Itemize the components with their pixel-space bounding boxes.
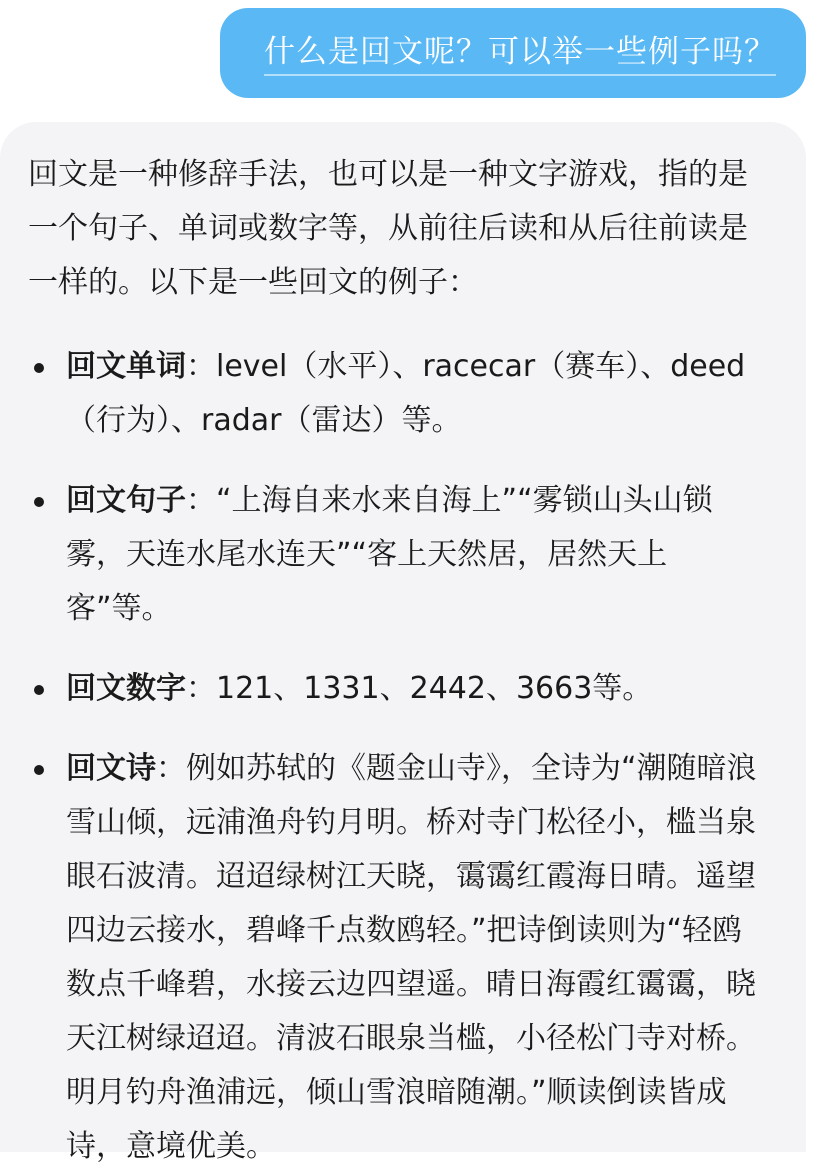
item-term: 回文单词 [66, 349, 186, 384]
user-message-text: 什么是回文呢？可以举一些例子吗？ [264, 30, 776, 76]
example-list [28, 340, 770, 1174]
assistant-message-bubble [0, 122, 806, 1164]
item-term: 回文句子 [66, 483, 186, 518]
item-text: ：“上海自来水来自海上”“雾锁山头山锁雾，天连水尾水连天”“客上天然居，居然天上客”等。 [66, 483, 713, 626]
assistant-intro-text: 回文是一种修辞手法，也可以是一种文字游戏，指的是一个句子、单词或数字等，从前往后读和从后往前读是一样的。以下是一些回文的例子： [28, 157, 748, 300]
user-message-bubble [220, 8, 806, 98]
bullet-icon [34, 765, 44, 775]
bullet-icon [34, 363, 44, 373]
list-item-words [28, 340, 770, 448]
item-text: ：121、1331、2442、3663等。 [186, 671, 653, 706]
item-text: ：level（水平）、racecar（赛车）、deed（行为）、radar（雷达）等。 [66, 349, 746, 438]
list-item-poem [28, 742, 770, 1174]
bullet-icon [34, 685, 44, 695]
item-text: ：例如苏轼的《题金山寺》，全诗为“潮随暗浪雪山倾，远浦渔舟钓月明。桥对寺门松径小，槛当泉眼石波清。迢迢绿树江天晓，霭霭红霞海日晴。遥望四边云接水，碧峰千点数鸥轻。”把诗倒读则为“轻鸥数点千峰碧，水接云边四望遥。晴日海霞红霭霭，晓天江树绿迢迢。清波石眼泉当槛，小径松门寺对桥。明月钓舟渔浦远，倾山雪浪暗随潮。”顺读倒读皆成诗，意境优美。 [66, 751, 757, 1164]
item-term: 回文数字 [66, 671, 186, 706]
list-item-sentences [28, 474, 770, 636]
list-item-numbers [28, 662, 770, 716]
item-term: 回文诗 [66, 751, 156, 786]
bullet-icon [34, 497, 44, 507]
